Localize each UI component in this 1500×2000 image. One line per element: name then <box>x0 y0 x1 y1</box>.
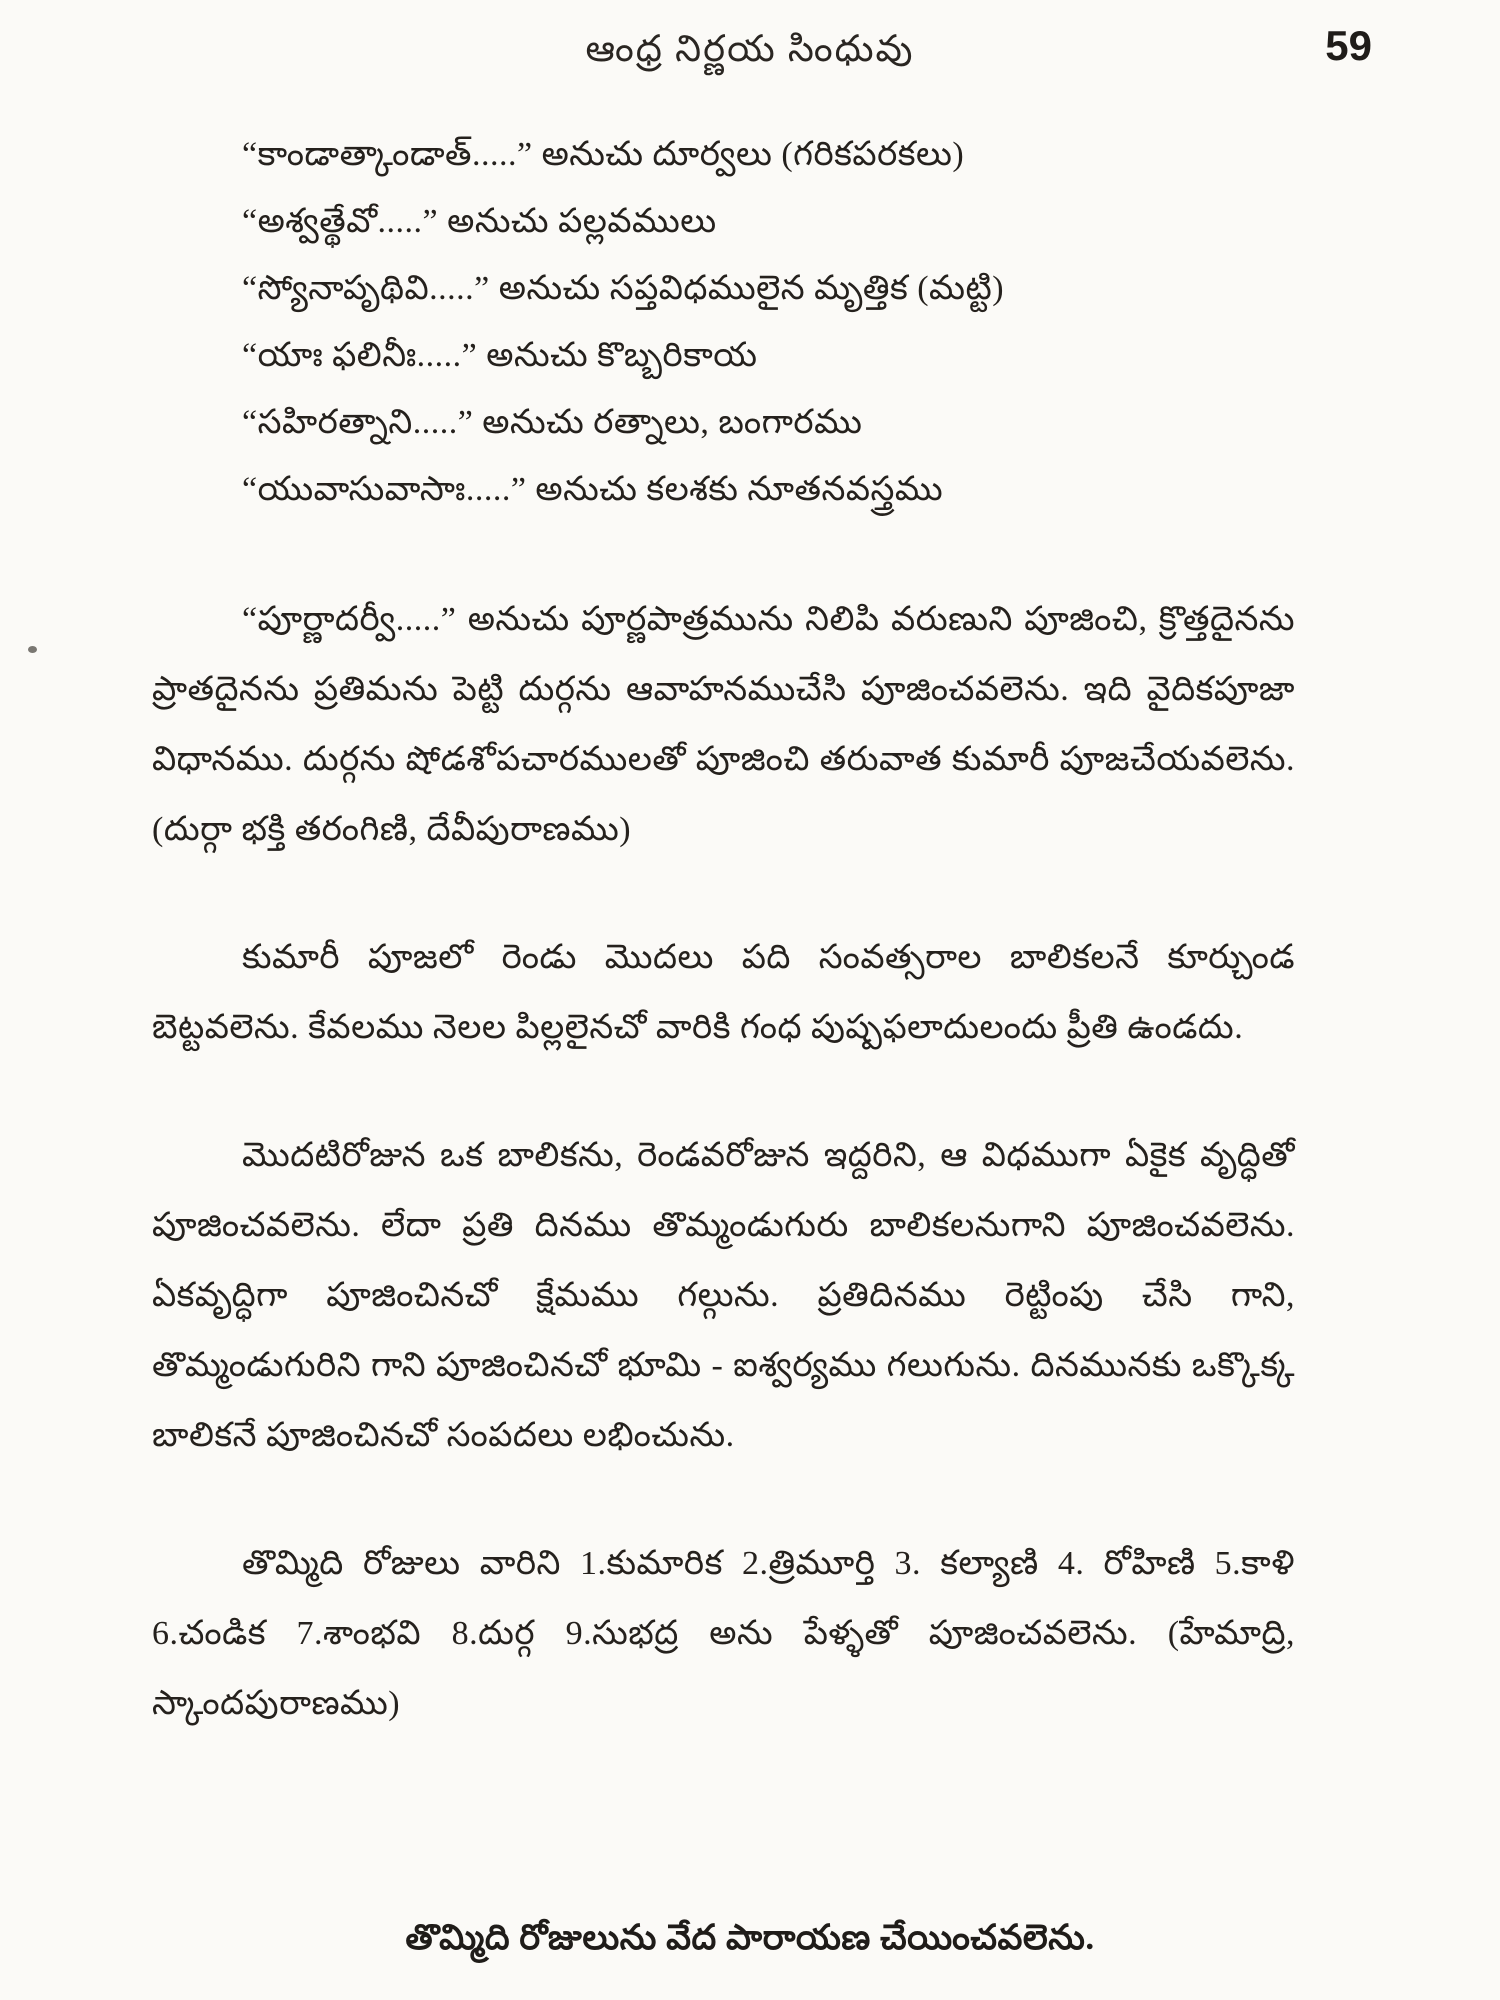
paragraph: కుమారీ పూజలో రెండు మొదలు పది సంవత్సరాల బాలికలనే కూర్చుండ బెట్టవలెను. కేవలము నెలల పిల్లలైనచో వారికి గంధ పుష్పఫలాదులందు ప్రీతి ఉండదు. <box>152 939 1295 1046</box>
quote-line: “అశ్వత్థేవో.....” అనుచు పల్లవములు <box>242 203 717 240</box>
paragraph: మొదటిరోజున ఒక బాలికను, రెండవరోజున ఇద్దరిని, ఆ విధముగా ఏకైక వృద్ధితో పూజించవలెను. లేదా ప్రతి దినము తొమ్మండుగురు బాలికలనుగాని పూజించవలెను. ఏకవృద్ధిగా పూజించినచో క్షేమము గల్గును. ప్రతిదినము రెట్టింపు చేసి గాని, తొమ్మండుగురిని గాని పూజించినచో భూమి - ఐశ్వర్యము గలుగును. దినమునకు ఒక్కొక్క బాలికనే పూజించినచో సంపదలు లభించును. <box>152 1137 1295 1454</box>
page-number: 59 <box>1325 22 1372 69</box>
footer-note: తొమ్మిది రోజులును వేద పారాయణ చేయించవలెను. <box>405 1918 1095 1957</box>
page-title: ఆంధ్ర నిర్ణయ సింధువు <box>585 29 915 70</box>
page-content <box>0 121 1500 1739</box>
quote-block <box>152 121 1295 523</box>
scan-speck <box>28 646 37 653</box>
quote-line: “స్యోనాపృథివి.....” అనుచు సప్తవిధములైన మృత్తిక (మట్టి) <box>242 270 1005 307</box>
quote-line: “యువాసువాసాః.....” అనుచు కలశకు నూతనవస్త్రము <box>242 471 944 508</box>
paragraph: తొమ్మిది రోజులు వారిని 1.కుమారిక 2.త్రిమూర్తి 3. కల్యాణి 4. రోహిణి 5.కాళి 6.చండిక 7.శాంభవి 8.దుర్గ 9.సుభద్ర అను పేళ్ళతో పూజించవలెను. (హేమాద్రి, స్కాందపురాణము) <box>152 1545 1295 1722</box>
paragraph: “పూర్ణాదర్వీ.....” అనుచు పూర్ణపాత్రమును నిలిపి వరుణుని పూజించి, క్రొత్తదైనను ప్రాతదైనను ప్రతిమను పెట్టి దుర్గను ఆవాహనముచేసి పూజించవలెను. ఇది వైదికపూజా విధానము. దుర్గను షోడశోపచారములతో పూజించి తరువాత కుమారీ పూజచేయవలెను. (దుర్గా భక్తి తరంగిణి, దేవీపురాణము) <box>152 601 1295 848</box>
quote-line: “సహిరత్నాని.....” అనుచు రత్నాలు, బంగారము <box>242 404 863 441</box>
quote-line: “కాండాత్కాండాత్.....” అనుచు దూర్వలు (గరికపరకలు) <box>242 136 965 173</box>
quote-line: “యాః ఫలినీః.....” అనుచు కొబ్బరికాయ <box>242 337 758 374</box>
